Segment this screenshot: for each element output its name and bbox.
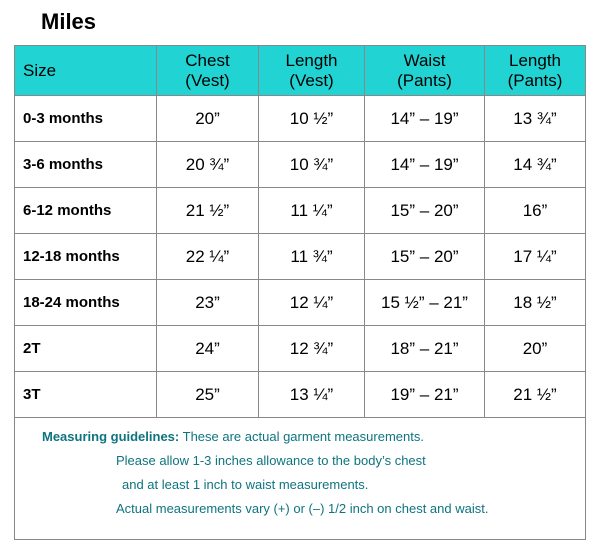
length-pants-cell: 13 ¾” bbox=[485, 96, 586, 142]
table-row bbox=[15, 234, 586, 280]
length-vest-cell: 11 ¾” bbox=[259, 234, 365, 280]
chest-cell: 24” bbox=[157, 326, 259, 372]
header-chest-vest bbox=[157, 46, 259, 96]
table-row bbox=[15, 326, 586, 372]
size-cell: 2T bbox=[15, 326, 157, 372]
header-length-pants bbox=[485, 46, 586, 96]
size-chart-table bbox=[14, 45, 586, 540]
size-cell: 12-18 months bbox=[15, 234, 157, 280]
waist-cell: 15” – 20” bbox=[365, 188, 485, 234]
chest-cell: 22 ¼” bbox=[157, 234, 259, 280]
chest-cell: 20” bbox=[157, 96, 259, 142]
header-row bbox=[15, 46, 586, 96]
size-cell: 6-12 months bbox=[15, 188, 157, 234]
waist-cell: 15” – 20” bbox=[365, 234, 485, 280]
length-vest-cell: 12 ¼” bbox=[259, 280, 365, 326]
header-waist-pants bbox=[365, 46, 485, 96]
length-vest-cell: 10 ½” bbox=[259, 96, 365, 142]
table-row bbox=[15, 280, 586, 326]
notes-text: These are actual garment measurements. bbox=[179, 429, 424, 444]
header-line: Length bbox=[509, 50, 561, 70]
header-length-vest bbox=[259, 46, 365, 96]
header-size: Size bbox=[15, 46, 157, 96]
chest-cell: 25” bbox=[157, 372, 259, 418]
waist-cell: 14” – 19” bbox=[365, 96, 485, 142]
waist-cell: 14” – 19” bbox=[365, 142, 485, 188]
length-vest-cell: 13 ¼” bbox=[259, 372, 365, 418]
notes-label: Measuring guidelines: bbox=[42, 429, 180, 444]
length-pants-cell: 17 ¼” bbox=[485, 234, 586, 280]
size-cell: 3T bbox=[15, 372, 157, 418]
size-cell: 0-3 months bbox=[15, 96, 157, 142]
waist-cell: 19” – 21” bbox=[365, 372, 485, 418]
chest-cell: 23” bbox=[157, 280, 259, 326]
header-line: Length bbox=[285, 50, 338, 70]
notes-line bbox=[42, 429, 424, 444]
notes-row bbox=[15, 418, 586, 540]
measuring-guidelines bbox=[15, 418, 586, 540]
header-line: (Vest) bbox=[185, 70, 230, 90]
length-pants-cell: 14 ¾” bbox=[485, 142, 586, 188]
page-title: Miles bbox=[41, 9, 97, 34]
waist-cell: 15 ½” – 21” bbox=[365, 280, 485, 326]
header-line: (Vest) bbox=[289, 70, 334, 90]
notes-line: and at least 1 inch to waist measurements. bbox=[122, 477, 369, 492]
table-row bbox=[15, 372, 586, 418]
length-vest-cell: 12 ¾” bbox=[259, 326, 365, 372]
length-pants-cell: 21 ½” bbox=[485, 372, 586, 418]
length-vest-cell: 10 ¾” bbox=[259, 142, 365, 188]
length-pants-cell: 16” bbox=[485, 188, 586, 234]
length-pants-cell: 20” bbox=[485, 326, 586, 372]
waist-cell: 18” – 21” bbox=[365, 326, 485, 372]
header-line: (Pants) bbox=[507, 70, 563, 90]
notes-line: Please allow 1-3 inches allowance to the body’s chest bbox=[116, 453, 426, 468]
chest-cell: 21 ½” bbox=[157, 188, 259, 234]
table-row bbox=[15, 142, 586, 188]
length-pants-cell: 18 ½” bbox=[485, 280, 586, 326]
length-vest-cell: 11 ¼” bbox=[259, 188, 365, 234]
notes-line: Actual measurements vary (+) or (–) 1/2 inch on chest and waist. bbox=[116, 501, 489, 516]
header-line: (Pants) bbox=[397, 70, 452, 90]
size-cell: 3-6 months bbox=[15, 142, 157, 188]
header-line: Waist bbox=[403, 50, 446, 70]
size-cell: 18-24 months bbox=[15, 280, 157, 326]
chest-cell: 20 ¾” bbox=[157, 142, 259, 188]
notes-block bbox=[15, 418, 585, 539]
table-row bbox=[15, 188, 586, 234]
header-line: Chest bbox=[185, 50, 230, 70]
table-row bbox=[15, 96, 586, 142]
